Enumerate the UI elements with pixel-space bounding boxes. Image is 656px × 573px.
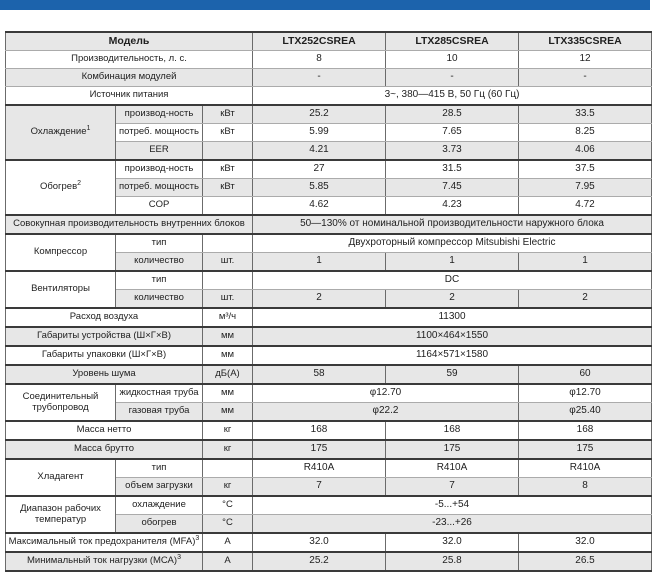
value-cell: 1164×571×1580 bbox=[253, 346, 652, 365]
value-cell: 4.06 bbox=[519, 142, 652, 161]
value-cell: φ22.2 bbox=[253, 403, 519, 422]
unit-cell: А bbox=[203, 552, 253, 571]
value-cell: 4.72 bbox=[519, 197, 652, 216]
value-cell: - bbox=[519, 69, 652, 87]
table-row bbox=[6, 32, 652, 51]
unit-cell: кВт bbox=[203, 179, 253, 197]
value-cell: 25.2 bbox=[253, 105, 386, 124]
value-cell: 1100×464×1550 bbox=[253, 327, 652, 346]
table-row bbox=[6, 459, 652, 478]
unit-cell: мм bbox=[203, 403, 253, 422]
row-label-cell: Масса нетто bbox=[6, 421, 203, 440]
value-cell: 60 bbox=[519, 365, 652, 384]
value-cell: - bbox=[386, 69, 519, 87]
value-cell: 11300 bbox=[253, 308, 652, 327]
unit-cell: шт. bbox=[203, 253, 253, 272]
value-cell: 175 bbox=[253, 440, 386, 459]
table-row bbox=[6, 552, 652, 571]
value-cell: 33.5 bbox=[519, 105, 652, 124]
value-cell: 7.65 bbox=[386, 124, 519, 142]
value-cell: 10 bbox=[386, 51, 519, 69]
row-label-cell: Компрессор bbox=[6, 234, 116, 271]
table-row bbox=[6, 51, 652, 69]
unit-cell: дБ(А) bbox=[203, 365, 253, 384]
row-label-cell: Комбинация модулей bbox=[6, 69, 253, 87]
row-label-cell: Совокупная производительность внутренних блоков bbox=[6, 215, 253, 234]
value-cell: 7.95 bbox=[519, 179, 652, 197]
footnote-marker: 3 bbox=[195, 535, 200, 543]
spec-table-body bbox=[6, 32, 652, 571]
footnote-marker: 1 bbox=[86, 125, 91, 133]
value-cell: 168 bbox=[519, 421, 652, 440]
value-cell: φ25.40 bbox=[519, 403, 652, 422]
row-label-cell: Вентиляторы bbox=[6, 271, 116, 308]
unit-cell: мм bbox=[203, 346, 253, 365]
value-cell: R410A bbox=[386, 459, 519, 478]
value-cell: 3~, 380—415 В, 50 Гц (60 Гц) bbox=[253, 87, 652, 106]
value-cell: 28.5 bbox=[386, 105, 519, 124]
unit-cell: кВт bbox=[203, 160, 253, 179]
unit-cell: шт. bbox=[203, 290, 253, 309]
value-cell: 5.85 bbox=[253, 179, 386, 197]
unit-cell: А bbox=[203, 533, 253, 552]
sub-label-cell: объем загрузки bbox=[116, 478, 203, 497]
footnote-marker: 3 bbox=[177, 554, 181, 562]
table-row bbox=[6, 365, 652, 384]
value-cell: - bbox=[253, 69, 386, 87]
value-cell: -5...+54 bbox=[253, 496, 652, 515]
value-cell: 32.0 bbox=[386, 533, 519, 552]
table-row bbox=[6, 327, 652, 346]
value-cell: 8 bbox=[253, 51, 386, 69]
row-label-cell: Диапазон рабочих температур bbox=[6, 496, 116, 533]
unit-cell: мм bbox=[203, 327, 253, 346]
unit-cell bbox=[203, 459, 253, 478]
sub-label-cell: обогрев bbox=[116, 515, 203, 534]
value-cell: DC bbox=[253, 271, 652, 290]
unit-cell bbox=[203, 142, 253, 161]
row-label-cell: Производительность, л. с. bbox=[6, 51, 253, 69]
value-cell: 8.25 bbox=[519, 124, 652, 142]
unit-cell: кВт bbox=[203, 124, 253, 142]
unit-cell: °С bbox=[203, 496, 253, 515]
table-row bbox=[6, 533, 652, 552]
value-cell: 7 bbox=[253, 478, 386, 497]
unit-cell bbox=[203, 197, 253, 216]
table-row bbox=[6, 215, 652, 234]
footnote-marker: 2 bbox=[77, 180, 82, 188]
value-cell: R410A bbox=[519, 459, 652, 478]
value-cell: 27 bbox=[253, 160, 386, 179]
row-label-cell: Уровень шума bbox=[6, 365, 203, 384]
row-label-cell: Обогрев$^2$ bbox=[6, 160, 116, 215]
table-row bbox=[6, 160, 652, 179]
sub-label-cell: тип bbox=[116, 234, 203, 253]
value-cell: 5.99 bbox=[253, 124, 386, 142]
table-row bbox=[6, 271, 652, 290]
unit-cell: кг bbox=[203, 478, 253, 497]
sub-label-cell: производ-ность bbox=[116, 105, 203, 124]
unit-cell: мм bbox=[203, 384, 253, 403]
value-cell: 1 bbox=[386, 253, 519, 272]
value-cell: φ12.70 bbox=[519, 384, 652, 403]
value-cell: 58 bbox=[253, 365, 386, 384]
value-cell: 2 bbox=[253, 290, 386, 309]
unit-cell: кВт bbox=[203, 105, 253, 124]
value-cell: R410A bbox=[253, 459, 386, 478]
unit-cell bbox=[203, 271, 253, 290]
table-row bbox=[6, 440, 652, 459]
row-label-cell: Хладагент bbox=[6, 459, 116, 496]
header-accent-bar bbox=[0, 0, 650, 10]
value-cell: 32.0 bbox=[519, 533, 652, 552]
model-header-cell: Модель bbox=[6, 32, 253, 51]
value-cell: 37.5 bbox=[519, 160, 652, 179]
model-header-cell: LTX285CSREA bbox=[386, 32, 519, 51]
table-row bbox=[6, 234, 652, 253]
value-cell: 4.21 bbox=[253, 142, 386, 161]
value-cell: 31.5 bbox=[386, 160, 519, 179]
row-label-cell: Габариты упаковки (Ш×Г×В) bbox=[6, 346, 203, 365]
value-cell: 25.8 bbox=[386, 552, 519, 571]
model-header-cell: LTX252CSREA bbox=[253, 32, 386, 51]
value-cell: 8 bbox=[519, 478, 652, 497]
table-row bbox=[6, 421, 652, 440]
value-cell: 12 bbox=[519, 51, 652, 69]
unit-cell: м³/ч bbox=[203, 308, 253, 327]
value-cell: 59 bbox=[386, 365, 519, 384]
value-cell: 2 bbox=[386, 290, 519, 309]
value-cell: 1 bbox=[519, 253, 652, 272]
row-label-cell: Максимальный ток предохранителя (MFA)$^3$ bbox=[6, 533, 203, 552]
value-cell: 2 bbox=[519, 290, 652, 309]
table-row bbox=[6, 384, 652, 403]
row-label-cell: Габариты устройства (Ш×Г×В) bbox=[6, 327, 203, 346]
row-label-cell: Источник питания bbox=[6, 87, 253, 106]
value-cell: 7.45 bbox=[386, 179, 519, 197]
row-label-cell: Охлаждение$^1$ bbox=[6, 105, 116, 160]
table-row bbox=[6, 87, 652, 106]
sub-label-cell: тип bbox=[116, 459, 203, 478]
table-row bbox=[6, 105, 652, 124]
unit-cell: кг bbox=[203, 440, 253, 459]
value-cell: 175 bbox=[386, 440, 519, 459]
unit-cell: кг bbox=[203, 421, 253, 440]
value-cell: 168 bbox=[386, 421, 519, 440]
value-cell: -23...+26 bbox=[253, 515, 652, 534]
table-row bbox=[6, 496, 652, 515]
value-cell: 1 bbox=[253, 253, 386, 272]
sub-label-cell: количество bbox=[116, 290, 203, 309]
unit-cell: °С bbox=[203, 515, 253, 534]
sub-label-cell: охлаждение bbox=[116, 496, 203, 515]
table-row bbox=[6, 308, 652, 327]
sub-label-cell: потреб. мощность bbox=[116, 179, 203, 197]
sub-label-cell: производ-ность bbox=[116, 160, 203, 179]
sub-label-cell: жидкостная труба bbox=[116, 384, 203, 403]
sub-label-cell: потреб. мощность bbox=[116, 124, 203, 142]
value-cell: 26.5 bbox=[519, 552, 652, 571]
value-cell: 25.2 bbox=[253, 552, 386, 571]
value-cell: 175 bbox=[519, 440, 652, 459]
unit-cell bbox=[203, 234, 253, 253]
row-label-cell: Минимальный ток нагрузки (МСА)$^3$ bbox=[6, 552, 203, 571]
sub-label-cell: EER bbox=[116, 142, 203, 161]
value-cell: Двухроторный компрессор Mitsubishi Electric bbox=[253, 234, 652, 253]
value-cell: φ12.70 bbox=[253, 384, 519, 403]
value-cell: 50—130% от номинальной производительности наружного блока bbox=[253, 215, 652, 234]
value-cell: 4.23 bbox=[386, 197, 519, 216]
spec-table bbox=[5, 31, 652, 572]
sub-label-cell: газовая труба bbox=[116, 403, 203, 422]
row-label-cell: Масса брутто bbox=[6, 440, 203, 459]
value-cell: 4.62 bbox=[253, 197, 386, 216]
sub-label-cell: COP bbox=[116, 197, 203, 216]
table-row bbox=[6, 346, 652, 365]
value-cell: 168 bbox=[253, 421, 386, 440]
value-cell: 3.73 bbox=[386, 142, 519, 161]
value-cell: 7 bbox=[386, 478, 519, 497]
value-cell: 32.0 bbox=[253, 533, 386, 552]
table-row bbox=[6, 69, 652, 87]
row-label-cell: Расход воздуха bbox=[6, 308, 203, 327]
model-header-cell: LTX335CSREA bbox=[519, 32, 652, 51]
row-label-cell: Соединительный трубопровод bbox=[6, 384, 116, 421]
sub-label-cell: количество bbox=[116, 253, 203, 272]
sub-label-cell: тип bbox=[116, 271, 203, 290]
